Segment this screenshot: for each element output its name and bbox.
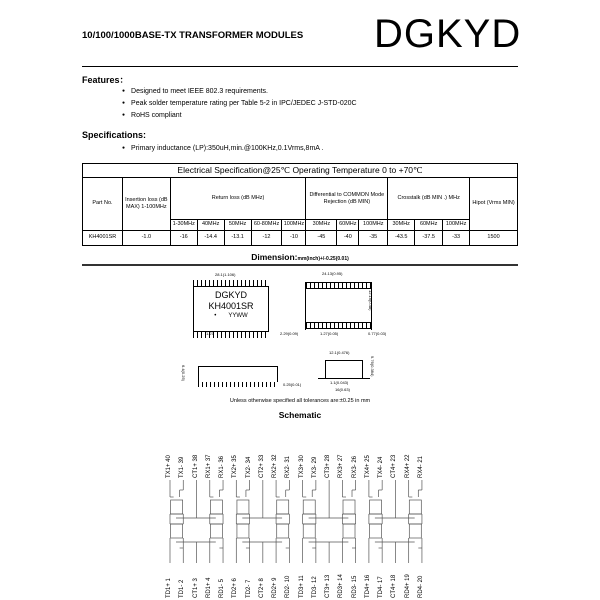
subheader-cell: 50MHz <box>224 220 251 230</box>
top-pin-label: RX4+ 22 <box>404 454 411 478</box>
data-cell: -14.4 <box>197 230 224 245</box>
dim-label: 12.1(0.476) <box>329 350 350 355</box>
subheader-cell: 1-30MHz <box>170 220 197 230</box>
dim-label: 24.13(0.95) <box>322 271 343 276</box>
dimension-unit: mm(inch)+/-0.25(0.01) <box>297 256 349 262</box>
top-pin-label: RX1+ 37 <box>205 454 212 478</box>
data-cell: -45 <box>306 230 337 245</box>
header-insertion-loss: Insertion loss (dB MAX) 1-100MHz <box>122 178 170 230</box>
dim-label: 28.1(1.106) <box>215 272 236 277</box>
bottom-pin-label: TD2- 7 <box>245 579 252 598</box>
dim-label: 12.19(0.48) <box>368 290 373 311</box>
bottom-pin-label: CT4+ 18 <box>391 574 398 598</box>
bottom-pin-label: RD4- 20 <box>417 575 424 598</box>
features-heading: Features： <box>82 75 129 85</box>
header-crosstalk: Crosstalk (dB MIN .) MHz <box>388 178 470 220</box>
dim-label: 0.25(0.01) <box>283 382 302 387</box>
bottom-pin-label: TD4+ 16 <box>364 574 371 598</box>
subheader-cell: 60MHz <box>415 220 443 230</box>
bottom-pin-label: RD3- 15 <box>351 575 358 598</box>
transformer-coil <box>277 524 289 538</box>
top-pin-label: TX3- 29 <box>311 456 318 478</box>
chip-date-code: YYWW <box>228 313 248 319</box>
data-cell: -35 <box>359 230 388 245</box>
transformer-coil <box>171 500 183 514</box>
subheader-cell: 30MHz <box>388 220 415 230</box>
dim-label: 0.77(0.03) <box>368 331 387 336</box>
specifications-heading: Specifications: <box>82 130 147 140</box>
subheader-cell: 100MHz <box>443 220 470 230</box>
transformer-coil <box>210 500 222 514</box>
transformer-coil <box>303 500 315 514</box>
transformer-coil <box>171 524 183 538</box>
chip-part: KH4001SR <box>208 301 254 311</box>
data-cell: -40 <box>337 230 359 245</box>
transformer-coil <box>237 524 249 538</box>
bottom-pin-label: RD1- 5 <box>219 578 226 598</box>
transformer-coil <box>210 524 222 538</box>
feature-item: ● Peak solder temperature rating per Table 5-2 in IPC/JEDEC J-STD-020C <box>122 100 357 107</box>
dim-label: 1.27(0.05) <box>320 331 339 336</box>
dim-label: 2.29(0.09) <box>280 331 299 336</box>
transformer-coil <box>370 524 382 538</box>
schematic-heading: Schematic <box>278 410 322 420</box>
brand-logo: DGKYD <box>374 12 522 56</box>
bottom-pin-label: TD4- 17 <box>378 576 385 598</box>
subheader-cell: 100MHz <box>282 220 306 230</box>
header-part-no: Part No. <box>83 178 123 230</box>
bottom-pin-label: RD2- 10 <box>285 575 292 598</box>
top-pin-label: RX4- 21 <box>417 455 424 478</box>
transformer-coil <box>237 500 249 514</box>
transformer-coil <box>303 524 315 538</box>
transformer-coil <box>409 524 421 538</box>
bottom-pin-label: CT1+ 3 <box>192 578 199 598</box>
bottom-pin-label: RD2+ 9 <box>272 577 279 598</box>
top-pin-label: TX2+ 35 <box>232 455 239 478</box>
feature-item: ● RoHS compliant <box>122 112 182 119</box>
dim-label: 6.4(0.25) <box>181 365 186 382</box>
subheader-cell: 60-80MHz <box>251 220 282 230</box>
transformer-coil <box>409 500 421 514</box>
header-cmr: Differential to COMMON Mode Rejection (dB MIN) <box>306 178 388 220</box>
data-cell: -37.5 <box>415 230 443 245</box>
top-pin-label: TX1- 39 <box>179 456 186 478</box>
tolerance-note: Unless otherwise specified all tolerances are:±0.25 in mm <box>229 398 371 404</box>
top-pin-label: TX1+ 40 <box>166 455 172 478</box>
top-pin-label: TX3+ 30 <box>298 455 305 478</box>
top-pin-label: RX2- 31 <box>285 455 292 478</box>
transformer-coil <box>277 500 289 514</box>
subheader-cell: 100MHz <box>359 220 388 230</box>
bottom-pin-label: RD3+ 14 <box>338 574 345 598</box>
spec-item: ● Primary inductance (LP):350uH,min.@100KHz,0.1Vrms,8mA . <box>122 145 323 152</box>
bottom-pin-label: CT3+ 13 <box>325 574 332 598</box>
top-pin-label: RX1- 36 <box>219 455 226 478</box>
top-pin-label: CT3+ 28 <box>325 454 332 478</box>
bottom-pin-label: TD3+ 11 <box>298 575 305 598</box>
dim-label: 16(0.63) <box>335 387 350 392</box>
top-pin-label: TX4- 24 <box>378 456 385 478</box>
bottom-pin-label: TD2+ 6 <box>232 578 239 598</box>
top-pin-label: RX3- 26 <box>351 455 358 478</box>
data-cell: -13.1 <box>224 230 251 245</box>
bottom-pin-label: TD3- 12 <box>311 576 318 598</box>
bottom-pin-label: RD1+ 4 <box>205 577 212 598</box>
chip-brand: DGKYD <box>214 290 247 300</box>
header-hipot: Hipot (Vrms MIN) <box>470 178 518 230</box>
data-cell: -33 <box>443 230 470 245</box>
data-cell: -12 <box>251 230 282 245</box>
top-pin-label: CT4+ 23 <box>391 454 398 478</box>
data-cell: KH4001SR <box>83 230 123 245</box>
dim-label: 1.27 <box>206 331 214 336</box>
bottom-pin-label: RD4+ 19 <box>404 574 411 598</box>
feature-item: ● Designed to meet IEEE 802.3 requirements. <box>122 88 268 95</box>
top-pin-label: RX3+ 27 <box>338 454 345 478</box>
table-title: Electrical Specification@25℃ Operating Temperature 0 to +70℃ <box>83 164 518 178</box>
transformer-coil <box>343 524 355 538</box>
transformer-coil <box>370 500 382 514</box>
dim-label: 1.1(0.043) <box>330 380 349 385</box>
bottom-pin-label: TD1+ 1 <box>166 578 172 598</box>
subheader-cell: 60MHz <box>337 220 359 230</box>
top-pin-label: TX4+ 25 <box>364 455 371 478</box>
subheader-cell: 40MHz <box>197 220 224 230</box>
dim-label: 9.76(0.384) <box>370 356 375 377</box>
document-title: 10/100/1000BASE-TX TRANSFORMER MODULES <box>82 30 304 41</box>
top-pin-label: CT2+ 33 <box>258 454 265 478</box>
bottom-pin-label: CT2+ 8 <box>258 578 265 598</box>
top-pin-label: CT1+ 38 <box>192 454 199 478</box>
bottom-pin-label: TD1- 2 <box>179 579 186 598</box>
subheader-cell: 30MHz <box>306 220 337 230</box>
data-cell: -43.5 <box>388 230 415 245</box>
data-cell: -1.0 <box>122 230 170 245</box>
data-cell: -16 <box>170 230 197 245</box>
top-pin-label: RX2+ 32 <box>272 454 279 478</box>
dimension-label: Dimension: <box>251 252 298 262</box>
top-pin-label: TX2- 34 <box>245 456 252 478</box>
data-cell: 1500 <box>470 230 518 245</box>
module-top-view: DGKYD KH4001SR • YYWW <box>193 286 269 332</box>
header-return-loss: Return loss (dB MHz) <box>170 178 306 220</box>
data-cell: -10 <box>282 230 306 245</box>
transformer-coil <box>343 500 355 514</box>
